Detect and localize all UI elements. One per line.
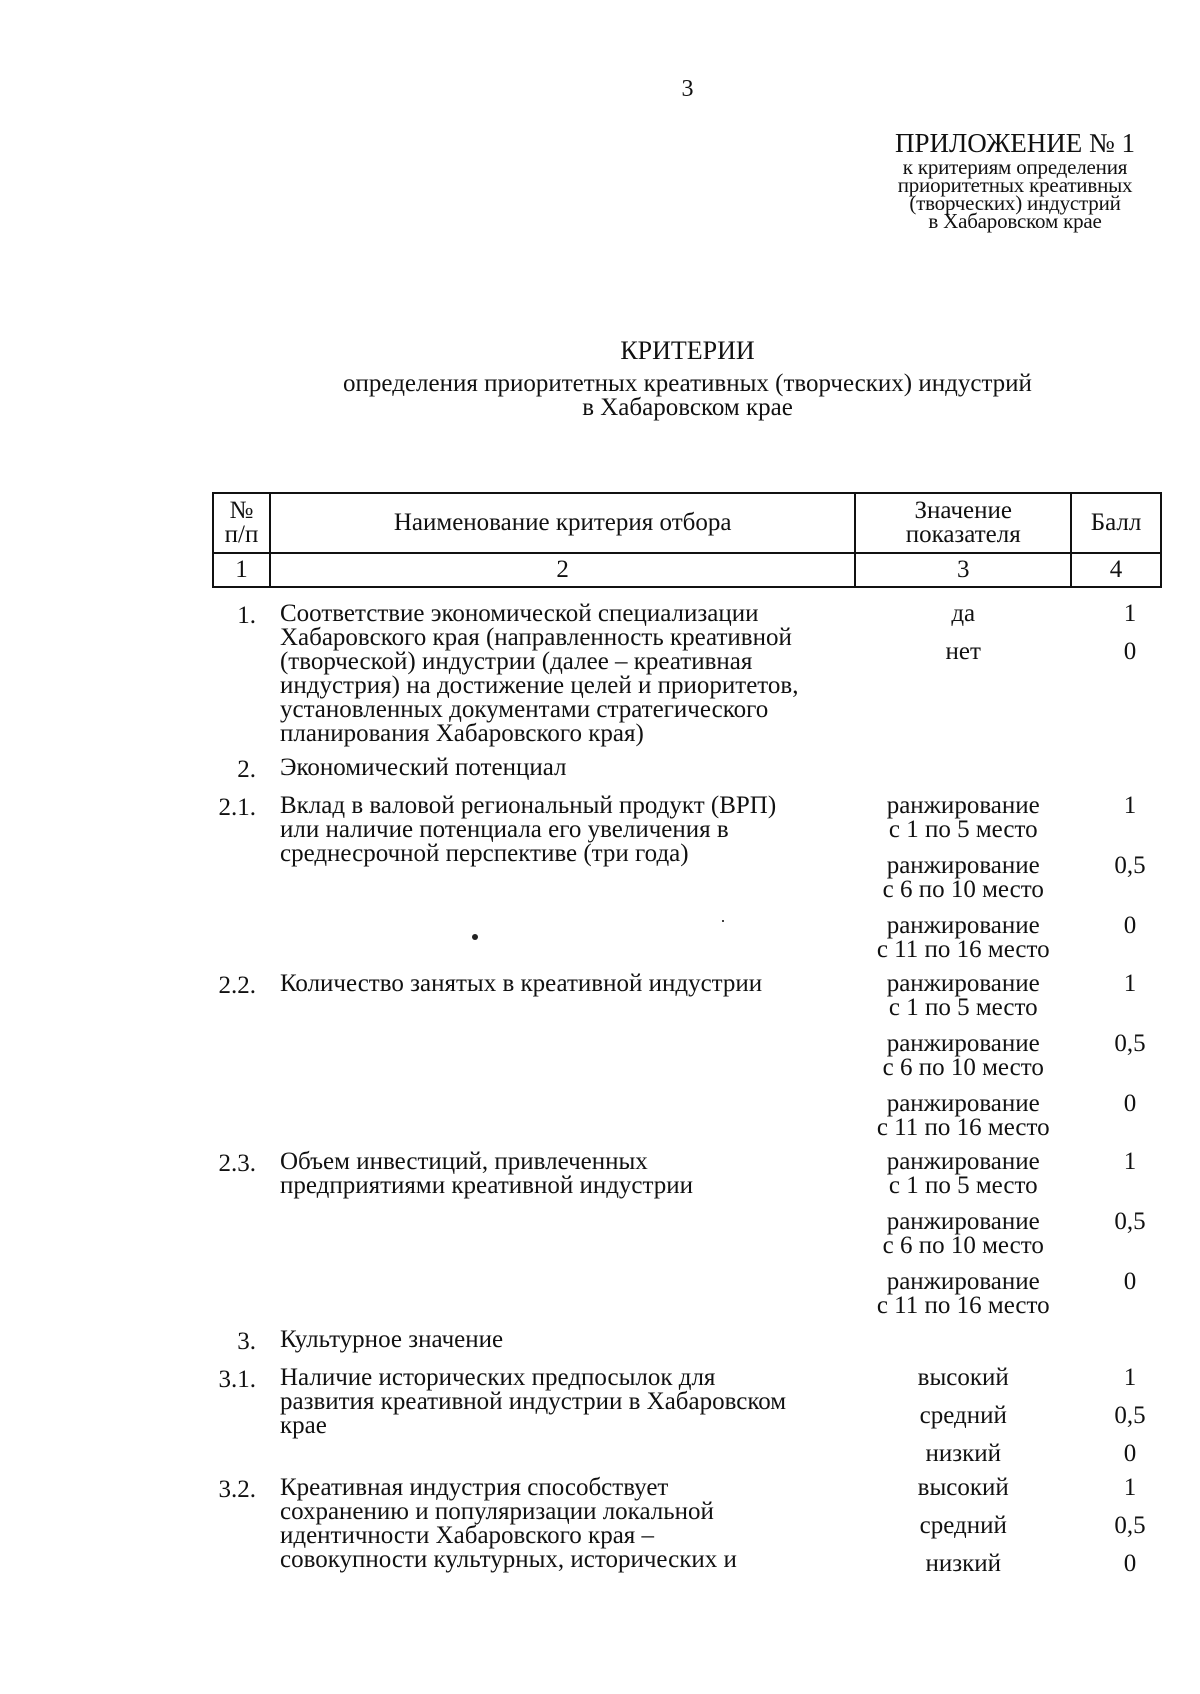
table-row bbox=[213, 1366, 1161, 1466]
score-option bbox=[1099, 1270, 1161, 1318]
row-number: 2.3. bbox=[218, 1150, 256, 1177]
score-option bbox=[1099, 1210, 1161, 1258]
criterion-line: развития креативной индустрии в Хабаровском bbox=[279, 1388, 787, 1415]
value-option bbox=[855, 602, 1071, 626]
row-values bbox=[855, 1150, 1071, 1318]
value-line: с 11 по 16 место bbox=[876, 1114, 1050, 1141]
value-option bbox=[855, 1552, 1071, 1576]
spacer bbox=[1099, 1294, 1161, 1318]
table-row bbox=[213, 1328, 1161, 1356]
score-option bbox=[1099, 640, 1161, 664]
criterion-line: Количество занятых в креативной индустрии bbox=[279, 970, 763, 997]
value-line: с 1 по 5 место bbox=[888, 1172, 1038, 1199]
value-line: ранжирование bbox=[886, 792, 1040, 819]
value-option bbox=[855, 794, 1071, 842]
spacer bbox=[1099, 878, 1161, 902]
score-option bbox=[1099, 1366, 1161, 1390]
value-option bbox=[855, 1270, 1071, 1318]
value-option bbox=[855, 1404, 1071, 1428]
row-values bbox=[855, 972, 1071, 1140]
value-option bbox=[855, 1032, 1071, 1080]
value-line: да bbox=[951, 600, 976, 627]
value-line: ранжирование bbox=[886, 1030, 1040, 1057]
criteria-table bbox=[212, 492, 1162, 1586]
row-criterion bbox=[270, 1150, 855, 1318]
table-row bbox=[213, 756, 1161, 784]
table-row bbox=[213, 972, 1161, 1140]
score-option bbox=[1099, 1514, 1161, 1538]
table-header-row bbox=[213, 493, 1161, 553]
score-option bbox=[1099, 1442, 1161, 1466]
value-option bbox=[855, 1366, 1071, 1390]
value-line: высокий bbox=[917, 1474, 1009, 1501]
row-number: 2.1. bbox=[218, 794, 256, 821]
col-number: 1 bbox=[213, 553, 270, 587]
header-score: Балл bbox=[1071, 493, 1161, 553]
criterion-line: предприятиями креативной индустрии bbox=[279, 1172, 694, 1199]
row-criterion bbox=[270, 794, 855, 962]
score-value: 0 bbox=[1123, 1268, 1137, 1295]
criterion-line: Вклад в валовой региональный продукт (ВРП) bbox=[279, 792, 777, 819]
score-value: 0 bbox=[1123, 1440, 1137, 1467]
document-subtitle bbox=[0, 372, 1200, 420]
value-option bbox=[855, 640, 1071, 664]
score-value: 0 bbox=[1123, 1090, 1137, 1117]
value-line: ранжирование bbox=[886, 1208, 1040, 1235]
spacer bbox=[1099, 1056, 1161, 1080]
scan-dot bbox=[472, 934, 478, 940]
value-line: низкий bbox=[925, 1440, 1001, 1467]
criterion-line: планирования Хабаровского края) bbox=[279, 720, 644, 747]
header-num: № п/п bbox=[213, 493, 270, 553]
score-value: 1 bbox=[1123, 792, 1137, 819]
table-row bbox=[213, 1476, 1161, 1576]
row-values bbox=[855, 756, 1071, 784]
score-value: 0,5 bbox=[1114, 1208, 1146, 1235]
subtitle-line: в Хабаровском крае bbox=[582, 394, 793, 421]
criterion-line: Культурное значение bbox=[279, 1326, 504, 1353]
value-line: средний bbox=[919, 1402, 1007, 1429]
criterion-line: среднесрочной перспективе (три года) bbox=[279, 840, 689, 867]
value-line: с 6 по 10 место bbox=[882, 1054, 1044, 1081]
spacer bbox=[1099, 818, 1161, 842]
value-line: нет bbox=[945, 638, 981, 665]
criterion-line: Соответствие экономической специализации bbox=[279, 600, 759, 627]
row-criterion bbox=[270, 1476, 855, 1576]
spacer bbox=[1099, 1174, 1161, 1198]
criterion-line: Объем инвестиций, привлеченных bbox=[279, 1148, 648, 1175]
score-option bbox=[1099, 854, 1161, 902]
spacer bbox=[1099, 1116, 1161, 1140]
row-number: 3. bbox=[237, 1328, 256, 1355]
row-values bbox=[855, 1476, 1071, 1576]
value-line: средний bbox=[919, 1512, 1007, 1539]
row-number: 2.2. bbox=[218, 972, 256, 999]
table-row bbox=[213, 587, 1161, 746]
value-line: с 6 по 10 место bbox=[882, 876, 1044, 903]
table-column-numbers-row bbox=[213, 553, 1161, 587]
value-option bbox=[855, 914, 1071, 962]
value-line: низкий bbox=[925, 1550, 1001, 1577]
spacer bbox=[1099, 996, 1161, 1020]
row-number: 2. bbox=[237, 756, 256, 783]
value-line: ранжирование bbox=[886, 852, 1040, 879]
row-scores bbox=[1071, 972, 1161, 1140]
spacer bbox=[1099, 1234, 1161, 1258]
score-option bbox=[1099, 972, 1161, 1020]
header-value: Значение показателя bbox=[855, 493, 1071, 553]
row-criterion bbox=[270, 1328, 855, 1356]
col-number: 2 bbox=[270, 553, 855, 587]
value-line: высокий bbox=[917, 1364, 1009, 1391]
row-scores bbox=[1071, 756, 1161, 784]
value-option bbox=[855, 1150, 1071, 1198]
value-line: ранжирование bbox=[886, 970, 1040, 997]
criterion-line: Экономический потенциал bbox=[279, 754, 567, 781]
row-criterion bbox=[270, 1366, 855, 1466]
header-name: Наименование критерия отбора bbox=[270, 493, 855, 553]
criterion-line: крае bbox=[279, 1412, 327, 1439]
score-value: 0,5 bbox=[1114, 1030, 1146, 1057]
score-value: 0 bbox=[1123, 912, 1137, 939]
row-scores bbox=[1071, 1150, 1161, 1318]
score-value: 1 bbox=[1123, 1148, 1137, 1175]
value-line: с 11 по 16 место bbox=[876, 936, 1050, 963]
row-scores bbox=[1071, 794, 1161, 962]
row-values bbox=[855, 1366, 1071, 1466]
criterion-line: Хабаровского края (направленность креативной bbox=[279, 624, 792, 651]
value-line: ранжирование bbox=[886, 912, 1040, 939]
value-line: с 6 по 10 место bbox=[882, 1232, 1044, 1259]
score-value: 0 bbox=[1123, 1550, 1137, 1577]
score-value: 0,5 bbox=[1114, 1512, 1146, 1539]
criterion-line: индустрия) на достижение целей и приоритетов, bbox=[279, 672, 799, 699]
appendix-line: к критериям определения bbox=[902, 155, 1128, 179]
value-option bbox=[855, 1514, 1071, 1538]
value-line: ранжирование bbox=[886, 1148, 1040, 1175]
row-scores bbox=[1071, 1328, 1161, 1356]
value-line: ранжирование bbox=[886, 1090, 1040, 1117]
row-criterion bbox=[270, 972, 855, 1140]
document-title: КРИТЕРИИ bbox=[620, 336, 755, 365]
score-option bbox=[1099, 794, 1161, 842]
value-option bbox=[855, 972, 1071, 1020]
row-values bbox=[855, 794, 1071, 962]
subtitle-line: определения приоритетных креативных (творческих) индустрий bbox=[343, 370, 1032, 397]
criterion-line: Наличие исторических предпосылок для bbox=[279, 1364, 716, 1391]
row-scores bbox=[1071, 1366, 1161, 1466]
appendix-line: приоритетных креативных bbox=[897, 173, 1133, 197]
score-option bbox=[1099, 602, 1161, 626]
value-line: с 1 по 5 место bbox=[888, 994, 1038, 1021]
score-option bbox=[1099, 1150, 1161, 1198]
appendix-block bbox=[870, 128, 1160, 233]
value-option bbox=[855, 1092, 1071, 1140]
value-option bbox=[855, 1210, 1071, 1258]
row-values bbox=[855, 587, 1071, 746]
score-value: 0,5 bbox=[1114, 852, 1146, 879]
score-value: 1 bbox=[1123, 1474, 1137, 1501]
score-option bbox=[1099, 1032, 1161, 1080]
scan-dot bbox=[722, 920, 724, 922]
score-value: 1 bbox=[1123, 1364, 1137, 1391]
value-line: с 1 по 5 место bbox=[888, 816, 1038, 843]
value-option bbox=[855, 854, 1071, 902]
criterion-line: установленных документами стратегического bbox=[279, 696, 769, 723]
col-number: 4 bbox=[1071, 553, 1161, 587]
value-option bbox=[855, 1476, 1071, 1500]
value-line: с 11 по 16 место bbox=[876, 1292, 1050, 1319]
score-value: 0,5 bbox=[1114, 1402, 1146, 1429]
score-option bbox=[1099, 1404, 1161, 1428]
row-criterion bbox=[270, 587, 855, 746]
score-option bbox=[1099, 914, 1161, 962]
appendix-title: ПРИЛОЖЕНИЕ № 1 bbox=[894, 128, 1136, 158]
score-value: 0 bbox=[1123, 638, 1137, 665]
appendix-line: в Хабаровском крае bbox=[928, 209, 1102, 233]
criterion-line: совокупности культурных, исторических и bbox=[279, 1546, 737, 1573]
score-option bbox=[1099, 1476, 1161, 1500]
score-option bbox=[1099, 1092, 1161, 1140]
table-row bbox=[213, 1150, 1161, 1318]
appendix-line: (творческих) индустрий bbox=[909, 191, 1121, 215]
row-values bbox=[855, 1328, 1071, 1356]
row-number: 3.2. bbox=[218, 1476, 256, 1503]
row-criterion bbox=[270, 756, 855, 784]
criterion-line: идентичности Хабаровского края – bbox=[279, 1522, 655, 1549]
criterion-line: сохранению и популяризации локальной bbox=[279, 1498, 714, 1525]
row-scores bbox=[1071, 1476, 1161, 1576]
score-option bbox=[1099, 1552, 1161, 1576]
row-scores bbox=[1071, 587, 1161, 746]
page-number: 3 bbox=[681, 76, 694, 102]
score-value: 1 bbox=[1123, 970, 1137, 997]
score-value: 1 bbox=[1123, 600, 1137, 627]
spacer bbox=[1099, 938, 1161, 962]
col-number: 3 bbox=[855, 553, 1071, 587]
criterion-line: или наличие потенциала его увеличения в bbox=[279, 816, 729, 843]
criterion-line: (творческой) индустрии (далее – креативная bbox=[279, 648, 753, 675]
table-row bbox=[213, 794, 1161, 962]
row-spacer bbox=[213, 1576, 1161, 1586]
row-number: 3.1. bbox=[218, 1366, 256, 1393]
criterion-line: Креативная индустрия способствует bbox=[279, 1474, 669, 1501]
row-number: 1. bbox=[237, 602, 256, 629]
value-line: ранжирование bbox=[886, 1268, 1040, 1295]
value-option bbox=[855, 1442, 1071, 1466]
